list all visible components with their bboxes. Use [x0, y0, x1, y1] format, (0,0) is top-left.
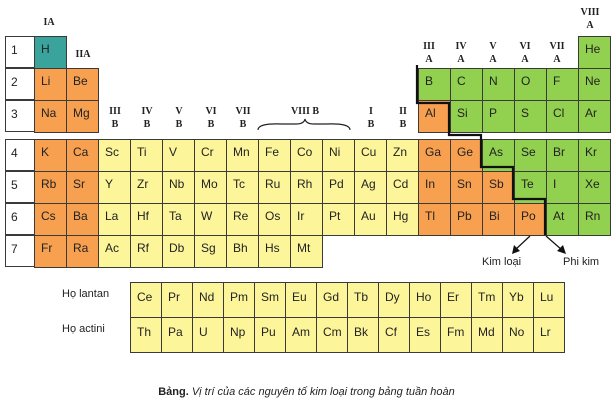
group-header-text: VIII B [290, 106, 320, 117]
element-cs: Cs [34, 203, 67, 236]
group-roman: III [423, 41, 435, 52]
group-letter: B [111, 119, 119, 130]
element-u: U [192, 317, 224, 353]
element-ga: Ga [418, 139, 451, 172]
group-letter: A [489, 54, 497, 65]
element-p: P [482, 100, 515, 133]
group-roman: IV [141, 106, 153, 117]
group-roman: V [175, 106, 183, 117]
element-ir: Ir [290, 203, 323, 236]
group-roman: IV [455, 41, 467, 52]
element-si: Si [450, 100, 483, 133]
element-ho: Ho [409, 282, 441, 318]
group-header-ia: IA [43, 17, 55, 28]
element-eu: Eu [285, 282, 317, 318]
element-b: B [418, 68, 451, 101]
element-v: V [162, 139, 195, 172]
element-ru: Ru [258, 171, 291, 204]
element-ge: Ge [450, 139, 483, 172]
element-no: No [502, 317, 534, 353]
group-letter: B [367, 119, 375, 130]
element-ti: Ti [130, 139, 163, 172]
group-roman: VIII [580, 7, 600, 18]
group-roman: V [489, 41, 497, 52]
element-rf: Rf [130, 235, 163, 268]
element-sc: Sc [98, 139, 131, 172]
period-number: 7 [5, 235, 35, 267]
element-pm: Pm [223, 282, 255, 318]
actinide-label: Họ actini [62, 323, 105, 335]
nonmetal-arrow-line [546, 236, 562, 250]
element-be: Be [66, 68, 99, 101]
caption-bold: Bảng. [158, 386, 189, 398]
element-cd: Cd [386, 171, 419, 204]
group-roman: VII [549, 41, 565, 52]
element-mg: Mg [66, 100, 99, 133]
element-tb: Tb [347, 282, 379, 318]
group-letter: A [457, 54, 465, 65]
group-letter: B [399, 119, 407, 130]
element-pr: Pr [161, 282, 193, 318]
element-rb: Rb [34, 171, 67, 204]
group-letter: B [207, 119, 215, 130]
group-letter: A [521, 54, 529, 65]
element-pd: Pd [322, 171, 355, 204]
element-sb: Sb [482, 171, 515, 204]
element-ar: Ar [578, 100, 611, 133]
element-mo: Mo [194, 171, 227, 204]
element-rn: Rn [578, 203, 611, 236]
element-sn: Sn [450, 171, 483, 204]
element-mt: Mt [290, 235, 323, 268]
element-at: At [546, 203, 579, 236]
group-header-iia: IIA [75, 49, 91, 60]
element-ca: Ca [66, 139, 99, 172]
element-h: H [34, 36, 67, 69]
element-k: K [34, 139, 67, 172]
element-te: Te [514, 171, 547, 204]
element-sm: Sm [254, 282, 286, 318]
element-xe: Xe [578, 171, 611, 204]
group-roman: I [369, 106, 373, 117]
element-hf: Hf [130, 203, 163, 236]
element-w: W [194, 203, 227, 236]
element-na: Na [34, 100, 67, 133]
metal-nonmetal-boundary [417, 65, 545, 235]
element-ce: Ce [130, 282, 162, 318]
element-pb: Pb [450, 203, 483, 236]
element-s: S [514, 100, 547, 133]
element-pa: Pa [161, 317, 193, 353]
element-ne: Ne [578, 68, 611, 101]
nonmetal-label: Phi kim [563, 256, 600, 268]
group-letter: A [553, 54, 561, 65]
element-n: N [482, 68, 515, 101]
element-ni: Ni [322, 139, 355, 172]
element-es: Es [409, 317, 441, 353]
element-he: He [578, 36, 611, 69]
element-cf: Cf [378, 317, 410, 353]
element-gd: Gd [316, 282, 348, 318]
period-number: 4 [5, 139, 35, 171]
element-np: Np [223, 317, 255, 353]
group-roman: VI [205, 106, 217, 117]
group-roman: II [399, 106, 407, 117]
period-number: 1 [5, 36, 35, 68]
element-ag: Ag [354, 171, 387, 204]
element-li: Li [34, 68, 67, 101]
element-in: In [418, 171, 451, 204]
element-ba: Ba [66, 203, 99, 236]
element-f: F [546, 68, 579, 101]
element-al: Al [418, 100, 451, 133]
element-fm: Fm [440, 317, 472, 353]
element-ra: Ra [66, 235, 99, 268]
period-number: 5 [5, 171, 35, 203]
element-er: Er [440, 282, 472, 318]
element-th: Th [130, 317, 162, 353]
caption-text: Vị trí của các nguyên tố kim loại trong bảng tuần hoàn [191, 386, 455, 398]
element-fr: Fr [34, 235, 67, 268]
element-tc: Tc [226, 171, 259, 204]
metal-label: Kim loại [482, 256, 522, 268]
element-i: I [546, 171, 579, 204]
element-zn: Zn [386, 139, 419, 172]
group-letter: B [143, 119, 151, 130]
element-ac: Ac [98, 235, 131, 268]
element-la: La [98, 203, 131, 236]
element-zr: Zr [130, 171, 163, 204]
element-ta: Ta [162, 203, 195, 236]
element-md: Md [471, 317, 503, 353]
element-rh: Rh [290, 171, 323, 204]
element-lr: Lr [533, 317, 565, 353]
element-br: Br [546, 139, 579, 172]
element-se: Se [514, 139, 547, 172]
element-yb: Yb [502, 282, 534, 318]
element-au: Au [354, 203, 387, 236]
element-pt: Pt [322, 203, 355, 236]
period-number: 6 [5, 203, 35, 235]
element-bh: Bh [226, 235, 259, 268]
element-tm: Tm [471, 282, 503, 318]
element-as: As [482, 139, 515, 172]
element-fe: Fe [258, 139, 291, 172]
element-lu: Lu [533, 282, 565, 318]
element-hg: Hg [386, 203, 419, 236]
element-y: Y [98, 171, 131, 204]
element-dy: Dy [378, 282, 410, 318]
element-db: Db [162, 235, 195, 268]
element-bk: Bk [347, 317, 379, 353]
element-os: Os [258, 203, 291, 236]
element-kr: Kr [578, 139, 611, 172]
lanthanide-label: Họ lantan [62, 288, 110, 300]
element-po: Po [514, 203, 547, 236]
metal-arrow-line [515, 236, 530, 250]
element-re: Re [226, 203, 259, 236]
element-cu: Cu [354, 139, 387, 172]
element-o: O [514, 68, 547, 101]
element-cr: Cr [194, 139, 227, 172]
element-am: Am [285, 317, 317, 353]
element-nd: Nd [192, 282, 224, 318]
element-c: C [450, 68, 483, 101]
group-roman: III [109, 106, 121, 117]
group-letter: B [175, 119, 183, 130]
group-letter: B [239, 119, 247, 130]
viiib-brace [258, 119, 350, 130]
element-hs: Hs [258, 235, 291, 268]
element-cl: Cl [546, 100, 579, 133]
group-letter: A [425, 54, 433, 65]
element-bi: Bi [482, 203, 515, 236]
group-roman: VI [519, 41, 531, 52]
element-nb: Nb [162, 171, 195, 204]
element-sg: Sg [194, 235, 227, 268]
element-co: Co [290, 139, 323, 172]
element-mn: Mn [226, 139, 259, 172]
group-roman: VII [235, 106, 251, 117]
period-number: 3 [5, 100, 35, 132]
element-sr: Sr [66, 171, 99, 204]
element-cm: Cm [316, 317, 348, 353]
period-number: 2 [5, 68, 35, 100]
element-pu: Pu [254, 317, 286, 353]
group-letter: A [586, 20, 594, 31]
element-tl: Tl [418, 203, 451, 236]
